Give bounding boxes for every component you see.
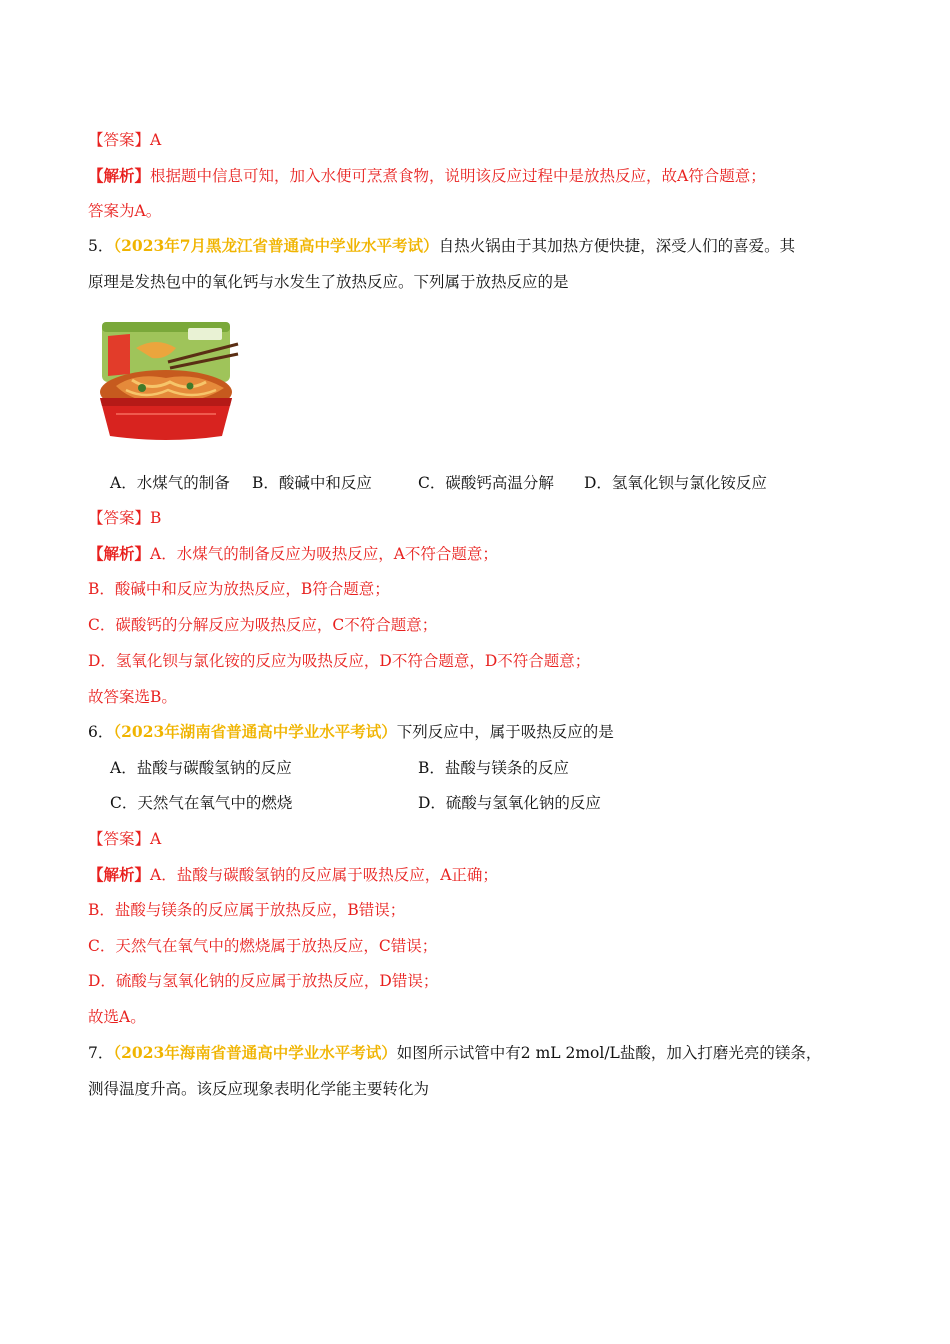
answer-tag: 【答案】 — [88, 830, 151, 848]
q5-analysis-b: B．酸碱中和反应为放热反应，B符合题意； — [88, 580, 390, 598]
q6-analysis-d: D．硫酸与氢氧化钠的反应属于放热反应，D错误； — [88, 972, 439, 990]
question-number: 6． — [88, 723, 114, 741]
question-stem: 如图所示试管中有2 mL 2mol/L盐酸，加入打磨光亮的镁条， — [396, 1044, 822, 1062]
analysis-tag: 【解析】 — [88, 544, 151, 563]
question-source: （2023年湖南省普通高中学业水平考试） — [113, 722, 397, 741]
answer-value: A — [150, 830, 162, 848]
analysis-tag: 【解析】 — [88, 865, 151, 884]
q6-conclusion: 故选A。 — [88, 1008, 146, 1026]
q6-answer — [88, 828, 161, 850]
analysis-tag: 【解析】 — [88, 166, 151, 185]
q5-conclusion: 故答案选B。 — [88, 688, 177, 706]
question-stem: 下列反应中，属于吸热反应的是 — [396, 723, 614, 741]
q5-stem-line1 — [88, 235, 795, 257]
analysis-text: A．水煤气的制备反应为吸热反应，A不符合题意； — [150, 545, 498, 563]
question-source: （2023年海南省普通高中学业水平考试） — [113, 1043, 397, 1062]
answer-tag: 【答案】 — [88, 509, 151, 527]
q6-analysis-a — [88, 864, 498, 886]
q6-option-d: D．硫酸与氢氧化钠的反应 — [418, 794, 601, 812]
q7-stem-line2: 测得温度升高。该反应现象表明化学能主要转化为 — [88, 1080, 430, 1098]
q5-option-d: D．氢氧化钡与氯化铵反应 — [584, 474, 767, 492]
q5-analysis-c: C．碳酸钙的分解反应为吸热反应，C不符合题意； — [88, 616, 438, 634]
q4-conclusion: 答案为A。 — [88, 202, 162, 220]
question-stem: 自热火锅由于其加热方便快捷，深受人们的喜爱。其 — [438, 237, 796, 255]
q5-stem-line2: 原理是发热包中的氧化钙与水发生了放热反应。下列属于放热反应的是 — [88, 273, 569, 291]
q5-analysis-d: D．氢氧化钡与氯化铵的反应为吸热反应，D不符合题意，D不符合题意； — [88, 652, 591, 670]
question-number: 7． — [88, 1044, 114, 1062]
analysis-text: A．盐酸与碳酸氢钠的反应属于吸热反应，A正确； — [150, 866, 498, 884]
answer-value: A — [150, 131, 162, 149]
q6-option-c: C．天然气在氧气中的燃烧 — [110, 794, 293, 812]
answer-value: B — [150, 509, 162, 527]
q5-analysis-a — [88, 543, 498, 565]
q6-stem — [88, 721, 614, 743]
q5-option-c: C．碳酸钙高温分解 — [418, 474, 554, 492]
question-source: （2023年7月黑龙江省普通高中学业水平考试） — [113, 236, 439, 255]
answer-tag: 【答案】 — [88, 131, 151, 149]
self-heating-hotpot-picture — [96, 318, 240, 444]
q6-option-a: A．盐酸与碳酸氢钠的反应 — [110, 759, 292, 777]
analysis-text: 根据题中信息可知，加入水便可烹煮食物，说明该反应过程中是放热反应，故A符合题意； — [150, 167, 766, 185]
question-number: 5． — [88, 237, 114, 255]
q5-option-a: A．水煤气的制备 — [110, 474, 230, 492]
q5-option-b: B．酸碱中和反应 — [252, 474, 372, 492]
q6-option-b: B．盐酸与镁条的反应 — [418, 759, 569, 777]
q6-analysis-b: B．盐酸与镁条的反应属于放热反应，B错误； — [88, 901, 406, 919]
q6-analysis-c: C．天然气在氧气中的燃烧属于放热反应，C错误； — [88, 937, 438, 955]
q4-answer — [88, 129, 161, 151]
q5-answer — [88, 507, 161, 529]
q7-stem-line1 — [88, 1042, 821, 1064]
q4-analysis — [88, 165, 766, 187]
